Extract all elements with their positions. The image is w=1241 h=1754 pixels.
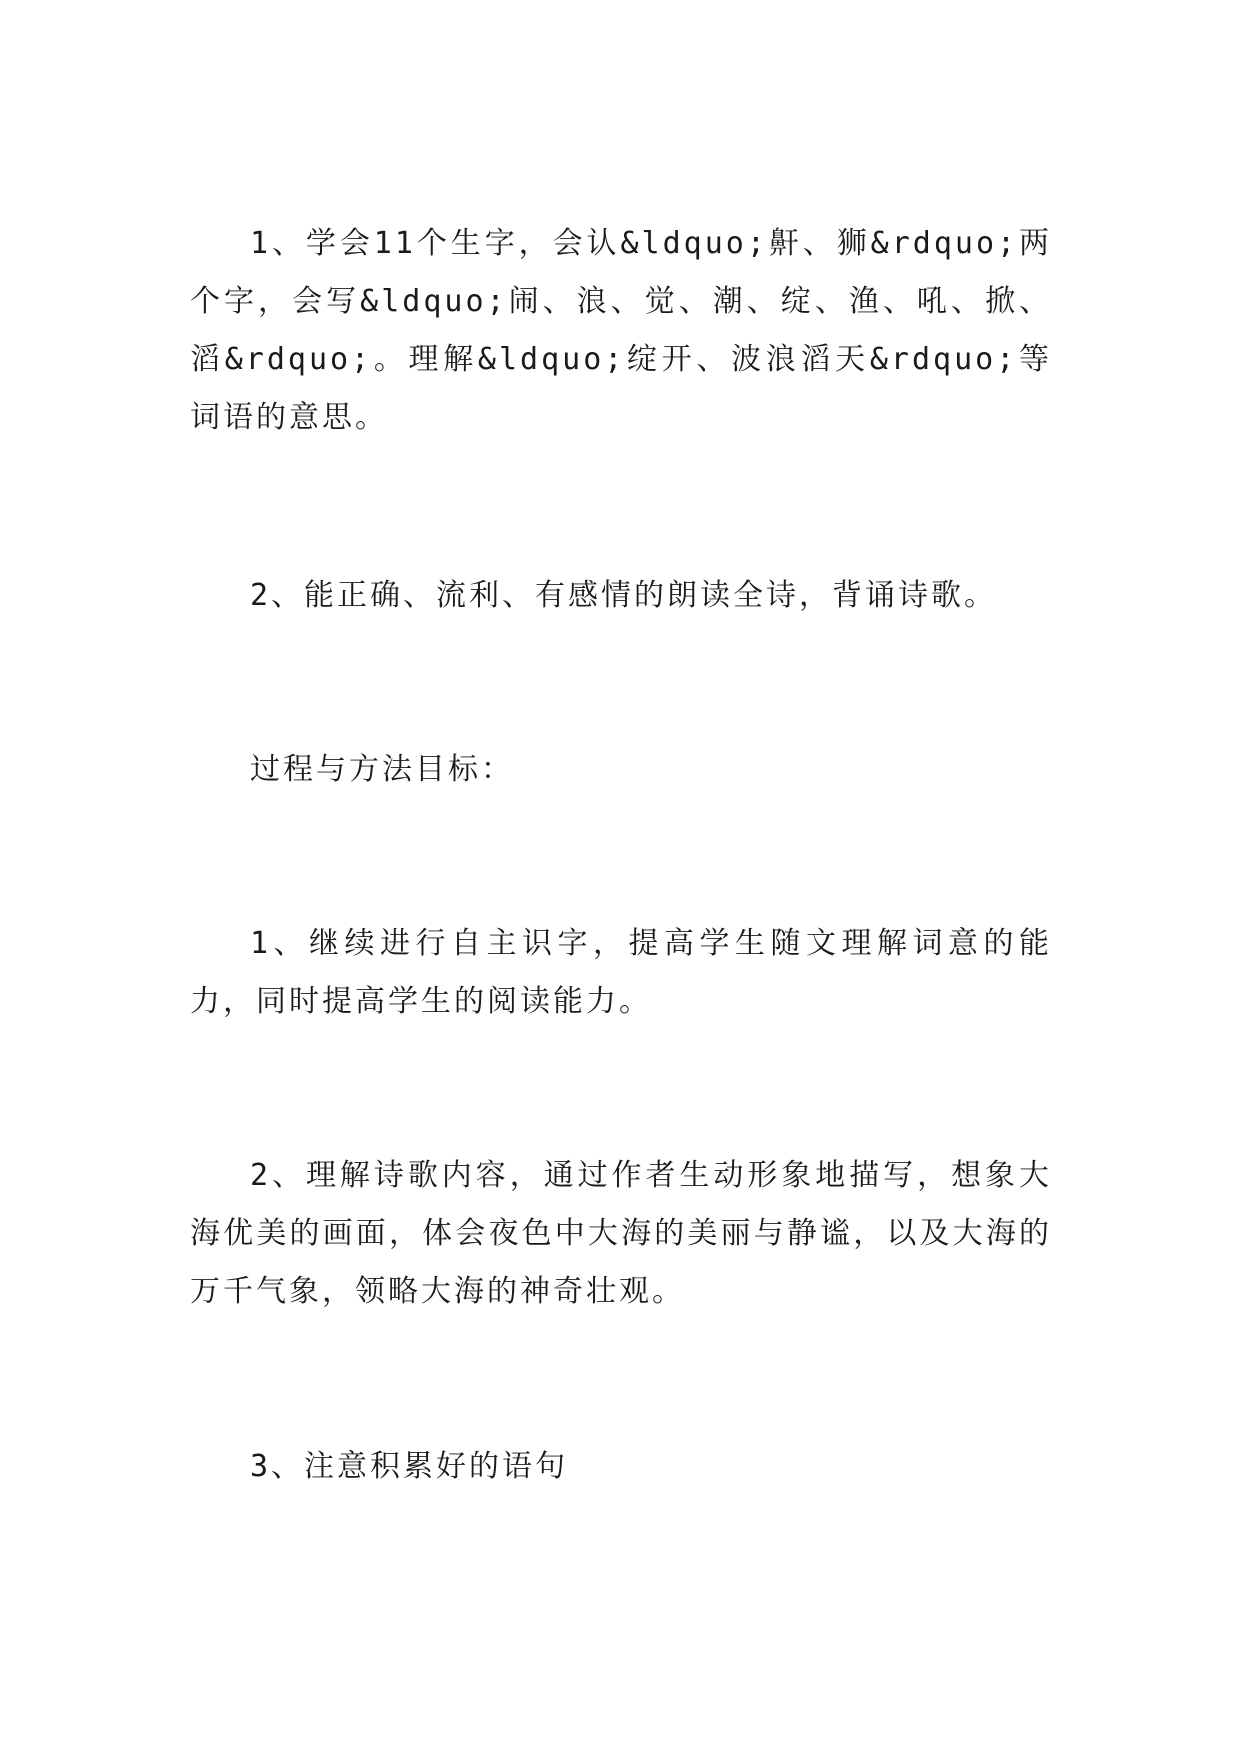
paragraph-process-goal-3: 3、注意积累好的语句 xyxy=(250,1449,569,1484)
paragraph-process-goal-1: 1、继续进行自主识字，提高学生随文理解词意的能力，同时提高学生的阅读能力。 xyxy=(190,926,1052,1019)
section-heading-process-method: 过程与方法目标： xyxy=(250,752,514,787)
paragraph-knowledge-goal-1: 1、学会11个生字，会认&ldquo;鼾、狮&rdquo;两个字，会写&ldquo;闹、浪、觉、潮、绽、渔、吼、掀、滔&rdquo;。理解&ldquo;绽开、波浪滔天&rdquo;等词语的意思。 xyxy=(190,226,1052,435)
paragraph-process-goal-2: 2、理解诗歌内容，通过作者生动形象地描写，想象大海优美的画面，体会夜色中大海的美丽与静谧，以及大海的万千气象，领略大海的神奇壮观。 xyxy=(190,1158,1052,1309)
paragraph-knowledge-goal-2: 2、能正确、流利、有感情的朗读全诗，背诵诗歌。 xyxy=(250,578,998,613)
